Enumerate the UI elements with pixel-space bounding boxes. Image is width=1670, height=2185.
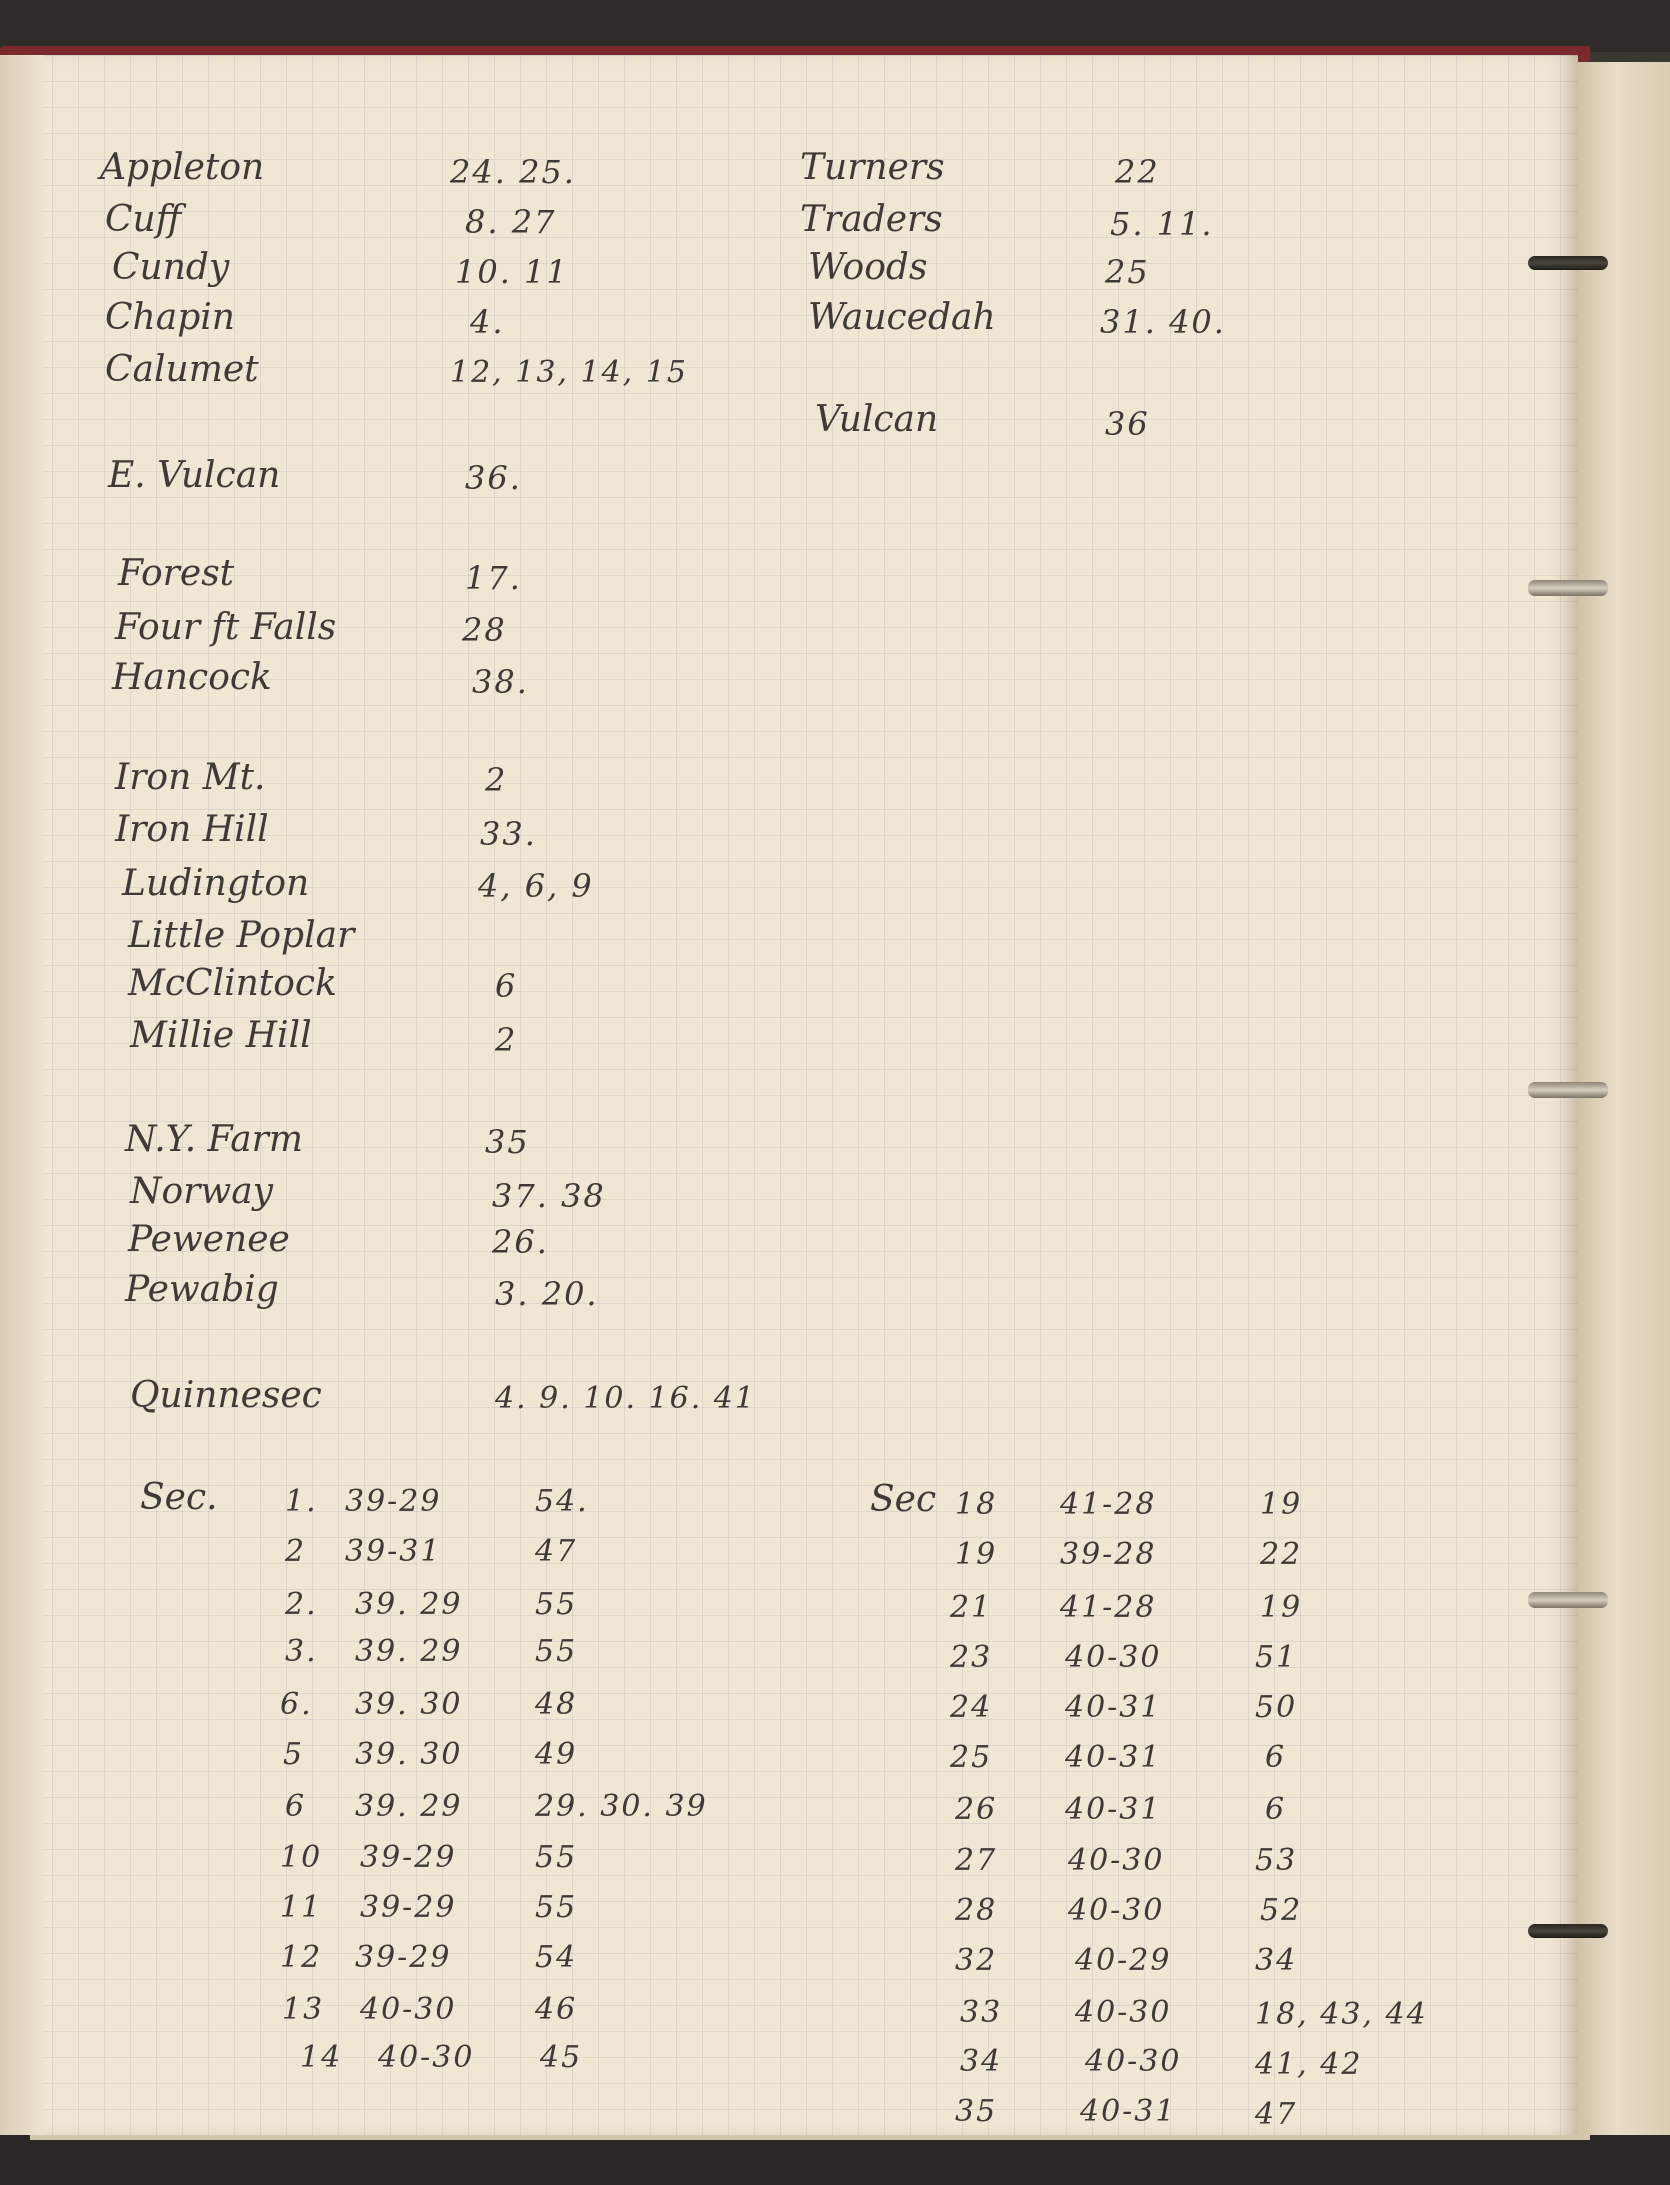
index-pages: 6 [495,967,518,1005]
section-number: 33 [960,1995,1003,2030]
index-pages: 17. [465,559,522,597]
index-pages: 28 [462,611,507,649]
index-name: N.Y. Farm [125,1119,303,1160]
township: 40-31 [1065,1792,1162,1827]
township: 40-31 [1065,1690,1162,1725]
section-number: 6 [285,1789,307,1824]
page-ref: 54. [535,1484,589,1519]
page-ref: 22 [1260,1537,1303,1572]
index-name: Vulcan [815,399,939,440]
binding-ring [1528,1592,1608,1608]
township: 40-30 [1085,2044,1182,2079]
index-name: Pewenee [128,1219,290,1260]
township: 39. 29 [355,1789,463,1824]
index-name: Iron Mt. [115,757,266,798]
section-number: 27 [955,1843,998,1878]
index-pages: 25 [1105,253,1150,291]
index-pages: 3. 20. [495,1275,599,1313]
index-pages: 24. 25. [450,153,576,191]
index-pages: 22 [1115,153,1160,191]
index-name: Millie Hill [130,1015,312,1056]
township: 40-30 [1068,1893,1165,1928]
index-name: Cundy [112,247,230,288]
section-number: 13 [282,1992,325,2027]
section-number: 3. [285,1634,318,1669]
page-ref: 55 [535,1634,578,1669]
township: 39. 30 [355,1687,463,1722]
page-ref: 19 [1260,1590,1303,1625]
section-number: 10 [280,1840,323,1875]
index-name: Little Poplar [128,915,355,956]
index-name: Waucedah [808,297,996,338]
section-number: 6. [280,1687,313,1722]
index-name: Ludington [122,863,310,904]
page-ref: 53 [1255,1843,1298,1878]
section-number: 21 [950,1590,993,1625]
page-ref: 52 [1260,1893,1303,1928]
index-name: Forest [118,553,235,594]
index-name: Turners [800,147,945,188]
township: 40-30 [1065,1640,1162,1675]
section-number: 28 [955,1893,998,1928]
page-ref: 51 [1255,1640,1298,1675]
page-ref: 6 [1265,1792,1287,1827]
index-pages: 31. 40. [1100,303,1226,341]
index-pages: 37. 38 [492,1177,606,1215]
page-ref: 47 [1255,2097,1298,2132]
township: 40-30 [378,2040,475,2075]
township: 39-28 [1060,1537,1157,1572]
background-top [0,0,1670,52]
page-ref: 41, 42 [1255,2047,1363,2082]
binding-ring [1528,1924,1608,1938]
index-name: Quinnesec [130,1375,322,1416]
section-number: 25 [950,1740,993,1775]
index-pages: 4. 9. 10. 16. 41 [495,1381,756,1416]
index-pages: 26. [492,1223,549,1261]
page-ref: 48 [535,1687,578,1722]
section-number: 14 [300,2040,343,2075]
page-ref: 55 [535,1890,578,1925]
page-ref: 45 [540,2040,583,2075]
township: 39-29 [360,1890,457,1925]
section-number: 35 [955,2094,998,2129]
section-number: 18 [955,1487,998,1522]
index-pages: 12, 13, 14, 15 [450,355,688,390]
index-name: Norway [130,1171,273,1212]
section-number: 34 [960,2044,1003,2079]
index-name: Traders [800,199,943,240]
township: 40-29 [1075,1943,1172,1978]
index-pages: 4, 6, 9 [478,867,594,905]
facing-page-edge [1578,62,1670,2147]
index-pages: 5. 11. [1110,205,1214,243]
binding-ring [1528,580,1608,596]
township: 41-28 [1060,1487,1157,1522]
sections-label: Sec [870,1479,937,1520]
township: 40-30 [360,1992,457,2027]
index-pages: 2 [495,1021,518,1059]
index-name: Calumet [105,349,259,390]
index-name: Chapin [105,297,235,338]
index-name: Appleton [100,147,265,188]
section-number: 1. [285,1484,318,1519]
index-name: Pewabig [125,1269,279,1310]
township: 40-30 [1075,1995,1172,2030]
section-number: 32 [955,1943,998,1978]
section-number: 2 [285,1534,307,1569]
index-pages: 38. [472,663,529,701]
township: 39-29 [360,1840,457,1875]
township: 39-31 [345,1534,442,1569]
index-name: E. Vulcan [108,455,281,496]
page-ref: 49 [535,1737,578,1772]
township: 40-31 [1080,2094,1177,2129]
page-ref: 55 [535,1840,578,1875]
page-gutter [0,55,44,2135]
binding-ring [1528,1082,1608,1098]
section-number: 26 [955,1792,998,1827]
index-pages: 2 [485,761,508,799]
index-name: Iron Hill [115,809,269,850]
township: 39. 29 [355,1587,463,1622]
section-number: 2. [285,1587,318,1622]
index-pages: 8. 27 [465,203,557,241]
index-pages: 35 [485,1123,530,1161]
township: 39-29 [345,1484,442,1519]
index-pages: 33. [480,815,537,853]
township: 39. 30 [355,1737,463,1772]
page-ref: 34 [1255,1943,1298,1978]
sections-label: Sec. [140,1477,218,1518]
section-number: 12 [280,1940,323,1975]
township: 39. 29 [355,1634,463,1669]
township: 41-28 [1060,1590,1157,1625]
index-pages: 36. [465,459,522,497]
page-ref: 6 [1265,1740,1287,1775]
index-name: Cuff [105,199,182,240]
section-number: 11 [280,1890,323,1925]
section-number: 24 [950,1690,993,1725]
page-ref: 46 [535,1992,578,2027]
township: 40-30 [1068,1843,1165,1878]
index-name: Hancock [112,657,272,698]
page-ref: 50 [1255,1690,1298,1725]
index-name: McClintock [128,963,337,1004]
section-number: 5 [283,1737,305,1772]
index-pages: 36 [1105,405,1150,443]
township: 40-31 [1065,1740,1162,1775]
index-name: Woods [808,247,928,288]
township: 39-29 [355,1940,452,1975]
page-ref: 18, 43, 44 [1255,1997,1428,2032]
background-bottom [0,2135,1670,2185]
page-ref: 55 [535,1587,578,1622]
page-ref: 47 [535,1534,578,1569]
index-name: Four ft Falls [115,607,337,648]
index-pages: 4. [470,303,505,341]
section-number: 23 [950,1640,993,1675]
page-ref: 29. 30. 39 [535,1789,708,1824]
index-pages: 10. 11 [455,253,569,291]
page-ref: 54 [535,1940,578,1975]
binding-ring [1528,256,1608,270]
section-number: 19 [955,1537,998,1572]
page-ref: 19 [1260,1487,1303,1522]
